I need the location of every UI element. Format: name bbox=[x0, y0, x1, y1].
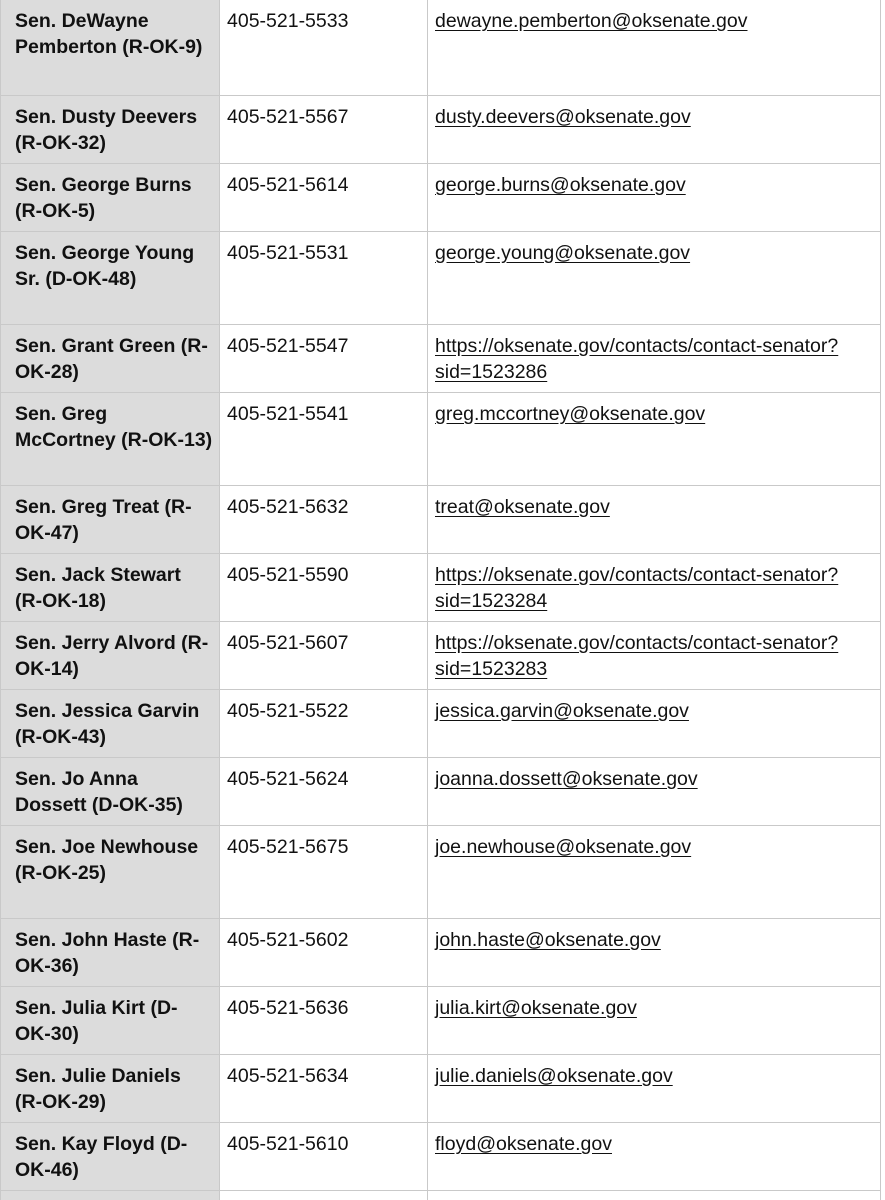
empty-cell[interactable] bbox=[220, 1191, 428, 1200]
table-row bbox=[1, 325, 885, 393]
senator-name-cell[interactable]: Sen. Grant Green (R-OK-28) bbox=[1, 325, 220, 393]
table-row bbox=[1, 690, 885, 758]
phone-cell[interactable]: 405-521-5614 bbox=[220, 164, 428, 232]
phone-cell[interactable]: 405-521-5607 bbox=[220, 622, 428, 690]
email-cell[interactable] bbox=[428, 987, 885, 1055]
senator-name-cell[interactable]: Sen. John Haste (R-OK-36) bbox=[1, 919, 220, 987]
email-link[interactable]: joe.newhouse@oksenate.gov bbox=[435, 836, 692, 858]
senator-name-cell[interactable]: Sen. DeWayne Pemberton (R-OK-9) bbox=[1, 0, 220, 96]
empty-cell[interactable] bbox=[1, 1191, 220, 1200]
email-cell[interactable] bbox=[428, 1123, 885, 1191]
senator-name-cell[interactable]: Sen. George Burns (R-OK-5) bbox=[1, 164, 220, 232]
empty-cell[interactable] bbox=[428, 1191, 885, 1200]
email-cell[interactable] bbox=[428, 232, 885, 325]
senator-name-cell[interactable]: Sen. Dusty Deevers (R-OK-32) bbox=[1, 96, 220, 164]
senator-name-cell[interactable]: Sen. Jo Anna Dossett (D-OK-35) bbox=[1, 758, 220, 826]
table-row bbox=[1, 164, 885, 232]
table-row bbox=[1, 232, 885, 325]
email-link[interactable]: greg.mccortney@oksenate.gov bbox=[435, 403, 706, 425]
phone-cell[interactable]: 405-521-5675 bbox=[220, 826, 428, 919]
table-row bbox=[1, 96, 885, 164]
senator-name-cell[interactable]: Sen. Jack Stewart (R-OK-18) bbox=[1, 554, 220, 622]
table-row bbox=[1, 393, 885, 486]
phone-cell[interactable]: 405-521-5590 bbox=[220, 554, 428, 622]
table-row bbox=[1, 826, 885, 919]
phone-cell[interactable]: 405-521-5632 bbox=[220, 486, 428, 554]
email-cell[interactable] bbox=[428, 622, 885, 690]
contact-form-link[interactable]: https://oksenate.gov/contacts/contact-senator?sid=1523284 bbox=[435, 564, 839, 612]
senator-name-cell[interactable]: Sen. Jerry Alvord (R-OK-14) bbox=[1, 622, 220, 690]
email-link[interactable]: dusty.deevers@oksenate.gov bbox=[435, 106, 691, 128]
email-cell[interactable] bbox=[428, 486, 885, 554]
email-link[interactable]: treat@oksenate.gov bbox=[435, 496, 610, 518]
email-cell[interactable] bbox=[428, 919, 885, 987]
column-edge bbox=[880, 0, 885, 1200]
phone-cell[interactable]: 405-521-5624 bbox=[220, 758, 428, 826]
phone-cell[interactable]: 405-521-5636 bbox=[220, 987, 428, 1055]
senator-name-cell[interactable]: Sen. Greg Treat (R-OK-47) bbox=[1, 486, 220, 554]
phone-cell[interactable]: 405-521-5602 bbox=[220, 919, 428, 987]
email-cell[interactable] bbox=[428, 393, 885, 486]
email-cell[interactable] bbox=[428, 758, 885, 826]
email-link[interactable]: george.burns@oksenate.gov bbox=[435, 174, 686, 196]
phone-cell[interactable]: 405-521-5522 bbox=[220, 690, 428, 758]
table-row bbox=[1, 1123, 885, 1191]
email-cell[interactable] bbox=[428, 690, 885, 758]
senator-name-cell[interactable]: Sen. Julie Daniels (R-OK-29) bbox=[1, 1055, 220, 1123]
table-row bbox=[1, 987, 885, 1055]
table-row bbox=[1, 919, 885, 987]
email-link[interactable]: dewayne.pemberton@oksenate.gov bbox=[435, 10, 748, 32]
email-link[interactable]: julie.daniels@oksenate.gov bbox=[435, 1065, 673, 1087]
email-link[interactable]: john.haste@oksenate.gov bbox=[435, 929, 661, 951]
senator-name-cell[interactable]: Sen. Joe Newhouse (R-OK-25) bbox=[1, 826, 220, 919]
email-link[interactable]: george.young@oksenate.gov bbox=[435, 242, 691, 264]
table-row bbox=[1, 758, 885, 826]
senator-name-cell[interactable]: Sen. Jessica Garvin (R-OK-43) bbox=[1, 690, 220, 758]
phone-cell[interactable]: 405-521-5610 bbox=[220, 1123, 428, 1191]
contact-form-link[interactable]: https://oksenate.gov/contacts/contact-senator?sid=1523283 bbox=[435, 632, 839, 680]
phone-cell[interactable]: 405-521-5634 bbox=[220, 1055, 428, 1123]
senator-name-cell[interactable]: Sen. Kay Floyd (D-OK-46) bbox=[1, 1123, 220, 1191]
phone-cell[interactable]: 405-521-5547 bbox=[220, 325, 428, 393]
email-cell[interactable] bbox=[428, 325, 885, 393]
table-row bbox=[1, 1055, 885, 1123]
email-cell[interactable] bbox=[428, 826, 885, 919]
email-link[interactable]: joanna.dossett@oksenate.gov bbox=[435, 768, 698, 790]
phone-cell[interactable]: 405-521-5567 bbox=[220, 96, 428, 164]
email-cell[interactable] bbox=[428, 0, 885, 96]
table-row bbox=[1, 0, 885, 96]
email-link[interactable]: julia.kirt@oksenate.gov bbox=[435, 997, 637, 1019]
senator-name-cell[interactable]: Sen. Julia Kirt (D-OK-30) bbox=[1, 987, 220, 1055]
senator-name-cell[interactable]: Sen. Greg McCortney (R-OK-13) bbox=[1, 393, 220, 486]
phone-cell[interactable]: 405-521-5533 bbox=[220, 0, 428, 96]
table-row bbox=[1, 1191, 885, 1200]
email-cell[interactable] bbox=[428, 164, 885, 232]
email-cell[interactable] bbox=[428, 1055, 885, 1123]
table-row bbox=[1, 554, 885, 622]
senator-name-cell[interactable]: Sen. George Young Sr. (D-OK-48) bbox=[1, 232, 220, 325]
email-cell[interactable] bbox=[428, 554, 885, 622]
contact-form-link[interactable]: https://oksenate.gov/contacts/contact-senator?sid=1523286 bbox=[435, 335, 839, 383]
phone-cell[interactable]: 405-521-5541 bbox=[220, 393, 428, 486]
email-link[interactable]: floyd@oksenate.gov bbox=[435, 1133, 612, 1155]
email-cell[interactable] bbox=[428, 96, 885, 164]
phone-cell[interactable]: 405-521-5531 bbox=[220, 232, 428, 325]
table-row bbox=[1, 486, 885, 554]
email-link[interactable]: jessica.garvin@oksenate.gov bbox=[435, 700, 689, 722]
table-row bbox=[1, 622, 885, 690]
